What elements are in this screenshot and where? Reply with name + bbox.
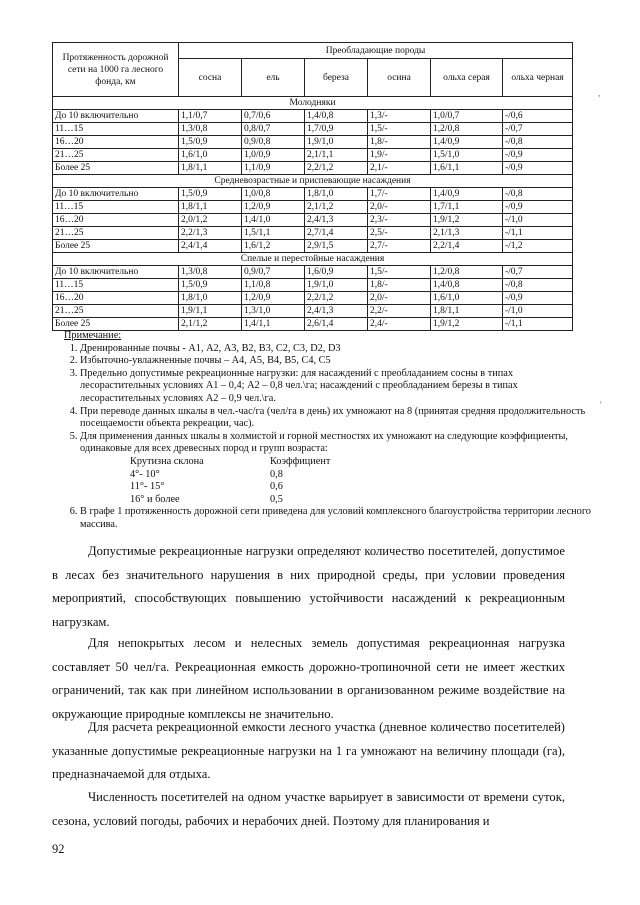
load-value-cell: 1,4/0,9 [431,136,503,149]
paragraph-text: Численность посетителей на одном участке варьирует в зависимости от времени суток, сезона, условий погоды, рабочих и нерабочих дней. Поэтому для планирования и [52,790,565,828]
load-value-cell: -/0,9 [503,201,573,214]
load-value-cell: 2,7/- [368,240,431,253]
load-value-cell: 1,9/1,0 [305,136,368,149]
paragraph-text: Для непокрытых лесом и нелесных земель допустимая рекреационная нагрузка составляет 50 чел/га. Рекреационная емкость дорожно-тропиночной сети не имеет жестких ограничений, так как при линейном использовании в организованном режиме воздействие на окружающие природные комплексы не значительно. [52,636,565,721]
load-value-cell: 2,0/1,2 [179,214,242,227]
col-header-species-group: Преобладающие породы [179,43,573,59]
load-value-cell: 1,3/0,8 [179,266,242,279]
section-title: Молодняки [53,97,573,110]
load-value-cell: 1,1/0,9 [242,162,305,175]
load-value-cell: -/0,9 [503,149,573,162]
table-row [53,162,573,175]
species-header: ольха черная [503,59,573,97]
load-value-cell: 2,1/1,2 [305,201,368,214]
road-length-cell: 16…20 [53,214,179,227]
road-length-cell: 11…15 [53,123,179,136]
load-value-cell: -/0,8 [503,279,573,292]
load-value-cell: 0,9/0,8 [242,136,305,149]
scan-mark: , [598,88,601,98]
load-value-cell: 1,2/0,9 [242,201,305,214]
slope-coefficient-table [130,456,592,506]
load-value-cell: 1,3/- [368,110,431,123]
road-length-cell: Более 25 [53,318,179,331]
note-item: 2. Избыточно-увлажненные почвы – А4, А5, В4, В5, С4, С5 [80,355,592,368]
paragraph [52,632,565,726]
load-value-cell: 2,2/1,3 [179,227,242,240]
load-value-cell: -/0,9 [503,162,573,175]
load-value-cell: 2,1/1,3 [431,227,503,240]
coefficient-value: 0,8 [270,468,283,480]
section-row [53,175,573,188]
load-value-cell: 2,2/1,2 [305,292,368,305]
load-value-cell: 1,0/0,8 [242,188,305,201]
table-row [53,240,573,253]
note-item: 6. В графе 1 протяженность дорожной сети приведена для условий комплексного благоустройства территории лесного массива. [80,506,592,531]
scan-mark: ' [600,400,602,410]
slope-value: 11°- 15° [130,481,165,493]
table-row [53,149,573,162]
road-length-cell: 21…25 [53,227,179,240]
load-value-cell: 1,6/1,1 [431,162,503,175]
load-value-cell: 1,5/1,1 [242,227,305,240]
slope-header: Крутизна склона [130,455,204,467]
load-value-cell: 1,6/1,2 [242,240,305,253]
load-value-cell: 1,6/0,9 [305,266,368,279]
paragraph [52,716,565,787]
road-length-cell: До 10 включительно [53,266,179,279]
slope-value: 16° и более [130,493,180,505]
load-value-cell: -/0,8 [503,188,573,201]
load-value-cell: 1,1/0,8 [242,279,305,292]
table-row [53,292,573,305]
table-row [53,214,573,227]
load-value-cell: 2,4/- [368,318,431,331]
load-value-cell: 1,4/0,8 [305,110,368,123]
load-value-cell: -/0,7 [503,123,573,136]
load-value-cell: -/1,1 [503,318,573,331]
load-value-cell: -/1,2 [503,240,573,253]
species-header: сосна [179,59,242,97]
load-value-cell: 1,8/- [368,279,431,292]
load-value-cell: 0,8/0,7 [242,123,305,136]
notes-list [52,343,592,532]
load-value-cell: 2,0/- [368,292,431,305]
load-value-cell: 1,0/0,9 [242,149,305,162]
col-header-road-length: Протяженность дорожной сети на 1000 га лесного фонда, км [53,43,179,97]
species-header: осина [368,59,431,97]
load-value-cell: 1,9/1,2 [431,318,503,331]
coefficient-value: 0,6 [270,481,283,493]
load-value-cell: 1,3/0,8 [179,123,242,136]
road-length-cell: 16…20 [53,136,179,149]
load-value-cell: 2,0/- [368,201,431,214]
notes-block [52,330,592,532]
load-value-cell: 1,9/- [368,149,431,162]
load-value-cell: 1,7/- [368,188,431,201]
load-value-cell: -/0,6 [503,110,573,123]
road-length-cell: До 10 включительно [53,110,179,123]
table-row [53,201,573,214]
load-value-cell: 2,4/1,4 [179,240,242,253]
note-item [80,431,592,507]
road-length-cell: 11…15 [53,201,179,214]
load-value-cell: 1,4/0,8 [431,279,503,292]
recreation-load-table [52,42,573,331]
load-value-cell: 1,2/0,8 [431,123,503,136]
load-value-cell: 1,6/1,0 [431,292,503,305]
notes-title: Примечание: [64,330,122,341]
load-value-cell: 1,5/0,9 [179,188,242,201]
load-value-cell: 1,2/0,8 [431,266,503,279]
section-title: Спелые и перестойные насаждения [53,253,573,266]
table-row [53,136,573,149]
load-value-cell: 2,2/- [368,305,431,318]
load-value-cell: 1,7/0,9 [305,123,368,136]
road-length-cell: Более 25 [53,162,179,175]
load-value-cell: -/1,0 [503,305,573,318]
load-value-cell: 1,8/1,0 [305,188,368,201]
table-row [53,227,573,240]
road-length-cell: Более 25 [53,240,179,253]
load-value-cell: 2,5/- [368,227,431,240]
load-value-cell: 1,8/1,1 [431,305,503,318]
load-value-cell: 1,5/1,0 [431,149,503,162]
load-value-cell: 1,5/0,9 [179,136,242,149]
load-value-cell: -/0,8 [503,136,573,149]
table-row [53,305,573,318]
load-value-cell: 1,5/- [368,123,431,136]
load-value-cell: 2,1/1,1 [305,149,368,162]
load-value-cell: 1,9/1,2 [431,214,503,227]
table-row [53,123,573,136]
load-value-cell: 0,7/0,6 [242,110,305,123]
load-value-cell: 1,8/- [368,136,431,149]
load-value-cell: 2,1/- [368,162,431,175]
load-value-cell: 2,2/1,2 [305,162,368,175]
load-value-cell: 2,1/1,2 [179,318,242,331]
note-item-text: Для применения данных шкалы в холмистой и горной местностях их умножают на следующие коэффициенты, одинаковые для всех древесных пород и групп возраста: [80,430,568,455]
load-value-cell: 1,8/1,1 [179,201,242,214]
load-value-cell: 0,9/0,7 [242,266,305,279]
page-number: 92 [52,842,65,856]
load-value-cell: 1,8/1,1 [179,162,242,175]
load-value-cell: -/0,9 [503,292,573,305]
note-item: 4. При переводе данных шкалы в чел.-час/га (чел/га в день) их умножают на 8 (принятая средняя продолжительность посещаемости объекта рекреации, час). [80,406,592,431]
species-header: ольха серая [431,59,503,97]
road-length-cell: 16…20 [53,292,179,305]
road-length-cell: До 10 включительно [53,188,179,201]
table-row [53,279,573,292]
paragraph [52,540,565,634]
load-value-cell: 1,7/1,1 [431,201,503,214]
note-item: 3. Предельно допустимые рекреационные нагрузки: для насаждений с преобладанием сосны в типах лесорастительных условиях А1 – 0,4; А2 – 0,8 чел.\га; насаждений с преобладанием березы в типах лесорастительных условиях А2 – 0,9 чел.\га. [80,368,592,406]
table-row [53,318,573,331]
slope-value: 4°- 10° [130,468,160,480]
load-value-cell: 1,4/1,0 [242,214,305,227]
species-header: береза [305,59,368,97]
paragraph-text: Допустимые рекреационные нагрузки определяют количество посетителей, допустимое в лесах без значительного нарушения в них природной среды, при условии проведения мероприятий, способствующих повышению устойчивости насаждений к рекреационным нагрузкам. [52,544,565,629]
load-value-cell: 2,4/1,3 [305,214,368,227]
paragraph [52,786,565,833]
load-value-cell: 1,4/0,9 [431,188,503,201]
section-title: Средневозрастные и приспевающие насаждения [53,175,573,188]
load-value-cell: -/0,7 [503,266,573,279]
section-row [53,97,573,110]
load-value-cell: 1,8/1,0 [179,292,242,305]
load-value-cell: 1,3/1,0 [242,305,305,318]
load-value-cell: 1,1/0,7 [179,110,242,123]
load-value-cell: 1,4/1,1 [242,318,305,331]
note-item: 1. Дренированные почвы - А1, А2, А3, В2, В3, С2, С3, D2, D3 [80,343,592,356]
road-length-cell: 11…15 [53,279,179,292]
load-value-cell: 2,2/1,4 [431,240,503,253]
load-value-cell: 1,5/- [368,266,431,279]
road-length-cell: 21…25 [53,305,179,318]
load-value-cell: 1,2/0,9 [242,292,305,305]
paragraph-text: Для расчета рекреационной емкости лесного участка (дневное количество посетителей) указанные допустимые рекреационные нагрузки на 1 га умножают на величину площади (га), предназначаемой для отдыха. [52,720,565,781]
load-value-cell: -/1,0 [503,214,573,227]
table-row [53,266,573,279]
load-value-cell: 2,7/1,4 [305,227,368,240]
load-value-cell: 2,3/- [368,214,431,227]
load-value-cell: 1,6/1,0 [179,149,242,162]
coefficient-value: 0,5 [270,493,283,505]
road-length-cell: 21…25 [53,149,179,162]
load-value-cell: 1,9/1,0 [305,279,368,292]
section-row [53,253,573,266]
load-value-cell: 1,0/0,7 [431,110,503,123]
load-value-cell: 1,5/0,9 [179,279,242,292]
coefficient-header: Коэффициент [270,455,331,467]
load-value-cell: 2,9/1,5 [305,240,368,253]
table-row [53,110,573,123]
load-value-cell: 1,9/1,1 [179,305,242,318]
load-value-cell: 2,4/1,3 [305,305,368,318]
load-value-cell: 2,6/1,4 [305,318,368,331]
species-header: ель [242,59,305,97]
load-value-cell: -/1,1 [503,227,573,240]
table-row [53,188,573,201]
